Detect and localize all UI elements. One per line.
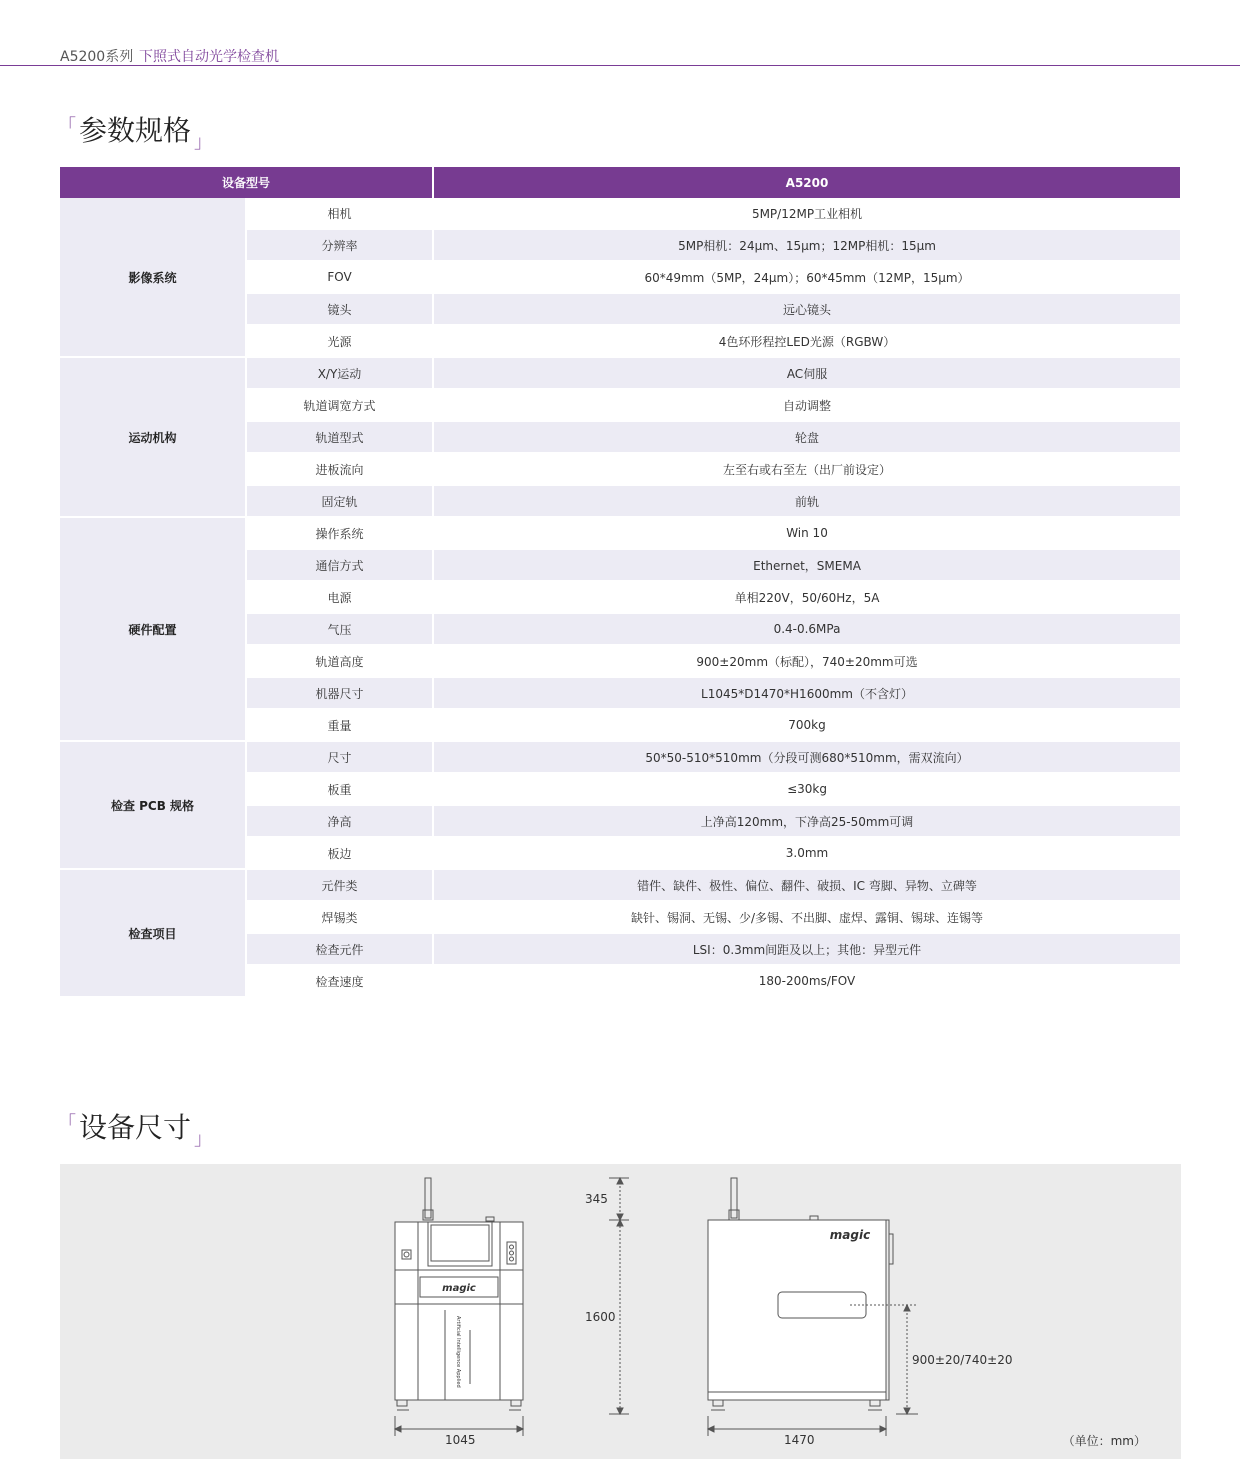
item-cell: 元件类	[246, 869, 433, 901]
item-cell: 轨道调宽方式	[246, 389, 433, 421]
side-logo: magic	[829, 1228, 871, 1242]
value-cell: 0.4-0.6MPa	[433, 613, 1180, 645]
table-row	[60, 357, 1180, 389]
dims-section-title: 「 设备尺寸 」	[58, 1111, 213, 1150]
unit-note: （单位：mm）	[1062, 1434, 1146, 1448]
header-model: 设备型号	[60, 167, 433, 198]
table-row	[60, 741, 1180, 773]
foot	[397, 1400, 407, 1406]
value-cell: L1045*D1470*H1600mm（不含灯）	[433, 677, 1180, 709]
item-cell: 机器尺寸	[246, 677, 433, 709]
product-subtitle: 下照式自动光学检查机	[139, 49, 279, 65]
arrow-icon	[395, 1426, 401, 1432]
arrow-icon	[880, 1426, 886, 1432]
value-cell: ≤30kg	[433, 773, 1180, 805]
table-row	[60, 869, 1180, 901]
value-cell: 900±20mm（标配），740±20mm可选	[433, 645, 1180, 677]
arrow-icon	[708, 1426, 714, 1432]
width-label: 1045	[445, 1433, 476, 1447]
bracket-left-icon: 「	[58, 1113, 76, 1134]
value-cell: 缺针、锡洞、无锡、少/多锡、不出脚、虚焊、露铜、锡球、连锡等	[433, 901, 1180, 933]
header-value: A5200	[433, 167, 1180, 198]
bracket-right-icon: 」	[194, 1129, 213, 1150]
spec-section-title: 「 参数规格 」	[58, 114, 213, 153]
item-cell: 光源	[246, 325, 433, 357]
arrow-icon	[904, 1408, 910, 1414]
value-cell: 50*50-510*510mm（分段可测680*510mm，需双流向）	[433, 741, 1180, 773]
category-cell: 检查 PCB 规格	[60, 741, 246, 869]
vertical-slogan: Artificial Intelligence Applied	[455, 1316, 461, 1388]
table-row	[60, 198, 1180, 229]
item-cell: 板重	[246, 773, 433, 805]
item-cell: 固定轨	[246, 485, 433, 517]
value-cell: 3.0mm	[433, 837, 1180, 869]
item-cell: 检查速度	[246, 965, 433, 997]
item-cell: FOV	[246, 261, 433, 293]
value-cell: 上净高120mm，下净高25-50mm可调	[433, 805, 1180, 837]
side-view	[708, 1178, 918, 1436]
value-cell: 自动调整	[433, 389, 1180, 421]
value-cell: 错件、缺件、极性、偏位、翻件、破损、IC 弯脚、异物、立碑等	[433, 869, 1180, 901]
item-cell: 分辨率	[246, 229, 433, 261]
arrow-icon	[617, 1408, 623, 1414]
value-cell: 60*49mm（5MP，24μm）；60*45mm（12MP，15μm）	[433, 261, 1180, 293]
foot	[870, 1400, 880, 1406]
lamp-height-label: 345	[585, 1192, 608, 1206]
item-cell: 进板流向	[246, 453, 433, 485]
signal-lamp-side	[731, 1178, 737, 1218]
track-height-label: 900±20/740±20	[912, 1353, 1013, 1367]
top-handle	[486, 1217, 494, 1221]
page-header	[0, 0, 1240, 66]
category-cell: 影像系统	[60, 198, 246, 357]
value-cell: 700kg	[433, 709, 1180, 741]
signal-lamp-front	[425, 1178, 431, 1218]
arrow-icon	[617, 1220, 623, 1226]
value-cell: 5MP/12MP工业相机	[433, 198, 1180, 229]
item-cell: 重量	[246, 709, 433, 741]
side-body	[708, 1220, 886, 1400]
value-cell: Win 10	[433, 517, 1180, 549]
item-cell: 轨道型式	[246, 421, 433, 453]
machine-drawing	[60, 1164, 1181, 1459]
item-cell: 镜头	[246, 293, 433, 325]
item-cell: 气压	[246, 613, 433, 645]
item-cell: 通信方式	[246, 549, 433, 581]
depth-label: 1470	[784, 1433, 815, 1447]
value-cell: 前轨	[433, 485, 1180, 517]
item-cell: 轨道高度	[246, 645, 433, 677]
arrow-icon	[517, 1426, 523, 1432]
item-cell: 相机	[246, 198, 433, 229]
item-cell: X/Y运动	[246, 357, 433, 389]
item-cell: 净高	[246, 805, 433, 837]
foot	[713, 1400, 723, 1406]
value-cell: 远心镜头	[433, 293, 1180, 325]
series-name: A5200系列	[60, 49, 134, 65]
item-cell: 焊锡类	[246, 901, 433, 933]
item-cell: 操作系统	[246, 517, 433, 549]
arrow-icon	[904, 1305, 910, 1311]
category-cell: 运动机构	[60, 357, 246, 517]
bracket-left-icon: 「	[58, 116, 76, 137]
category-cell: 硬件配置	[60, 517, 246, 741]
value-cell: 左至右或右至左（出厂前设定）	[433, 453, 1180, 485]
bracket-right-icon: 」	[194, 132, 213, 153]
table-row	[60, 517, 1180, 549]
value-cell: 轮盘	[433, 421, 1180, 453]
value-cell: 单相220V，50/60Hz，5A	[433, 581, 1180, 613]
value-cell: 5MP相机：24μm、15μm；12MP相机：15μm	[433, 229, 1180, 261]
value-cell: Ethernet，SMEMA	[433, 549, 1180, 581]
value-cell: 4色环形程控LED光源（RGBW）	[433, 325, 1180, 357]
front-view	[395, 1178, 523, 1436]
arrow-icon	[617, 1178, 623, 1184]
item-cell: 电源	[246, 581, 433, 613]
spec-table	[60, 167, 1180, 998]
value-cell: AC伺服	[433, 357, 1180, 389]
height-dimensions	[609, 1178, 629, 1414]
item-cell: 尺寸	[246, 741, 433, 773]
dimension-drawing-panel	[60, 1164, 1181, 1459]
front-logo: magic	[442, 1283, 476, 1294]
side-bracket	[889, 1234, 893, 1264]
category-cell: 检查项目	[60, 869, 246, 997]
value-cell: 180-200ms/FOV	[433, 965, 1180, 997]
value-cell: LSI：0.3mm间距及以上；其他：异型元件	[433, 933, 1180, 965]
item-cell: 板边	[246, 837, 433, 869]
item-cell: 检查元件	[246, 933, 433, 965]
machine-height-label: 1600	[585, 1310, 616, 1324]
top-handle	[810, 1216, 818, 1220]
foot	[511, 1400, 521, 1406]
